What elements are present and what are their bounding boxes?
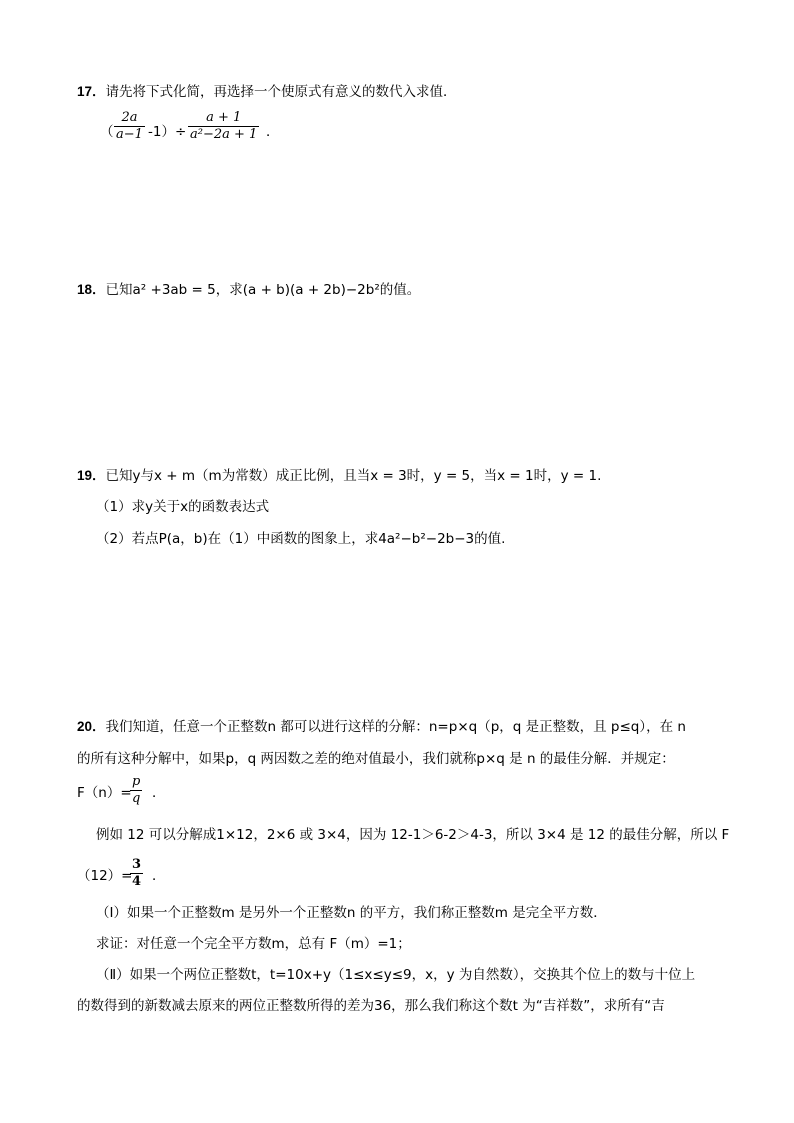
fraction-denominator: 4 — [132, 874, 142, 889]
question-19-stem — [77, 466, 601, 486]
minus-one-divide: -1）÷ — [148, 124, 187, 140]
question-20-line-1 — [77, 717, 686, 737]
question-18-stem — [77, 280, 420, 300]
question-17-stem — [77, 82, 457, 102]
fraction-numerator: 2a — [121, 110, 138, 125]
f12-prefix: （12）= — [77, 868, 133, 884]
question-20-example: 例如 12 可以分解成1×12，2×6 或 3×4，因为 12-1＞6-2＞4-3，所以 3×4 是 12 的最佳分解，所以 F — [96, 827, 730, 843]
question-text: 请先将下式化简，再选择一个使原式有意义的数代入求值． — [105, 84, 457, 100]
fn-definition-prefix: F（n）= — [77, 785, 132, 801]
fraction-3-over-4 — [130, 857, 143, 890]
question-20-part-1: （Ⅰ）如果一个正整数m 是另外一个正整数n 的平方，我们称正整数m 是完全平方数． — [96, 905, 607, 921]
fraction-denominator: q — [132, 791, 141, 806]
question-19-part-2: （2）若点P(a，b)在（1）中函数的图象上，求4a²−b²−2b−3的值. — [96, 531, 506, 547]
fraction-numerator: 3 — [132, 857, 142, 872]
question-20-part-2-line-2: 的数得到的新数减去原来的两位正整数所得的差为36，那么我们称这个数t 为“吉祥数”，求所有“吉 — [77, 998, 665, 1014]
question-text: 已知y与x + m（m为常数）成正比例，且当x = 3时，y = 5，当x = 1时，y = 1. — [105, 468, 602, 484]
f12-end: ． — [152, 868, 166, 884]
paren-open: （ — [100, 124, 114, 140]
fraction-2a-over-a-minus-1 — [114, 110, 145, 143]
question-number: 17． — [77, 84, 106, 99]
fraction-p-over-q — [130, 774, 142, 807]
fraction-numerator: p — [132, 774, 141, 789]
question-number: 20． — [77, 719, 106, 734]
question-number: 19． — [77, 468, 106, 483]
question-text: 我们知道，任意一个正整数n 都可以进行这样的分解：n=p×q（p，q 是正整数，且 p≤q），在 n — [105, 719, 686, 735]
fraction-a-plus-1-over-quadratic — [188, 110, 259, 143]
fraction-denominator: a²−2a + 1 — [190, 127, 258, 142]
question-number: 18． — [77, 282, 106, 297]
fraction-numerator: a + 1 — [206, 110, 242, 125]
fn-definition-end: ． — [152, 785, 166, 801]
fraction-denominator: a−1 — [116, 127, 143, 142]
expression-end: ． — [266, 124, 280, 140]
question-20-proof: 求证：对任意一个完全平方数m，总有 F（m）=1； — [96, 936, 411, 952]
question-19-part-1: （1）求y关于x的函数表达式 — [96, 499, 270, 515]
question-20-part-2-line-1: （Ⅱ）如果一个两位正整数t，t=10x+y（1≤x≤y≤9，x，y 为自然数），交换其个位上的数与十位上 — [96, 967, 696, 983]
question-text: 已知a² +3ab = 5，求(a + b)(a + 2b)−2b²的值。 — [105, 282, 421, 298]
question-20-line-2: 的所有这种分解中，如果p，q 两因数之差的绝对值最小，我们就称p×q 是 n 的最佳分解．并规定： — [77, 751, 675, 767]
